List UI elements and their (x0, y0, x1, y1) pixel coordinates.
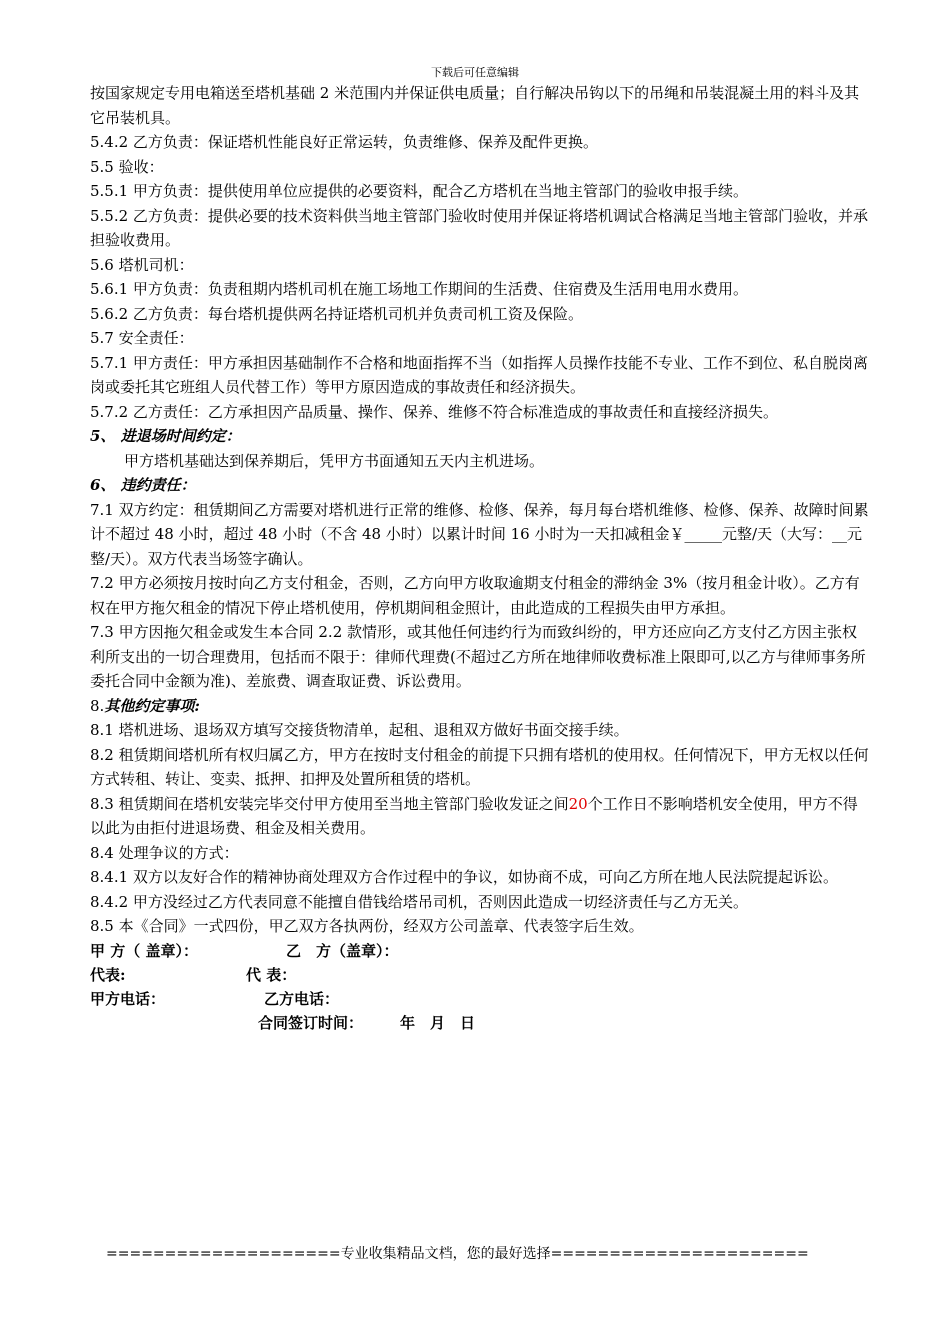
section-heading (90, 694, 870, 719)
section-heading: 8.4 处理争议的方式： (90, 843, 239, 862)
paragraph: 8.4.2 甲方没经过乙方代表同意不能擅自借钱给塔吊司机，否则因此造成一切经济责任与乙方无关。 (90, 892, 748, 911)
signature-row-phones (90, 987, 870, 1011)
signature-row-reps (90, 963, 870, 987)
section-heading: 5.7 安全责任： (90, 329, 194, 347)
contract-body (90, 81, 870, 1035)
paragraph-text: 个工作日不影响塔机安全使用，甲方不得以此为由拒付进退场费、租金及相关费用。 (90, 794, 858, 837)
signature-row-date (90, 1011, 870, 1035)
paragraph: 甲方塔机基础达到保养期后，凭甲方书面通知五天内主机进场。 (124, 451, 545, 470)
paragraph: 7.2 甲方必须按月按时向乙方支付租金，否则，乙方向甲方收取逾期支付租金的滞纳金 3%（按月租金计收）。乙方有权在甲方拖欠租金的情况下停止塔机使用，停机期间租金照计，由此造成的工程损失由甲方承担。 (90, 574, 860, 617)
paragraph: 5.6.1 甲方负责：负责租期内塔机司机在施工场地工作期间的生活费、住宿费及生活用电用水费用。 (90, 280, 748, 298)
paragraph: 8.1 塔机进场、退场双方填写交接货物清单，起租、退租双方做好书面交接手续。 (90, 721, 629, 739)
sign-date-label: 合同签订时间： (258, 1013, 364, 1032)
paragraph: 按国家规定专用电箱送至塔机基础 2 米范围内并保证供电质量；自行解决吊钩以下的吊绳和吊装混凝土用的料斗及其它吊装机具。 (90, 84, 860, 127)
party-a-phone-label: 甲方电话： (90, 989, 166, 1008)
signature-row-parties (90, 939, 870, 963)
party-a-seal-label: 甲 方（ 盖章）： (90, 941, 198, 960)
highlight-number: 20 (568, 794, 588, 813)
sign-date-fields: 年 月 日 (400, 1013, 476, 1032)
paragraph: 7.1 双方约定：租赁期间乙方需要对塔机进行正常的维修、检修、保养，每月每台塔机维修、检修、保养、故障时间累计不超过 48 小时，超过 48 小时（不含 48 小时）以累计时间 16 小时为一天扣减租金￥_____元整/天（大写：__元整/天）。双方代表当场签字确认。 (90, 500, 869, 568)
paragraph: 5.6.2 乙方负责：每台塔机提供两名持证塔机司机并负责司机工资及保险。 (90, 304, 583, 323)
paragraph: 5.5.2 乙方负责：提供必要的技术资料供当地主管部门验收时使用并保证将塔机调试合格满足当地主管部门验收，并承担验收费用。 (90, 206, 868, 249)
heading-number: 8. (90, 696, 105, 715)
party-b-rep-label: 代 表： (246, 965, 297, 984)
section-heading: 5.5 验收： (90, 157, 164, 176)
section-heading: 5、 进退场时间约定： (90, 427, 241, 445)
section-heading: 6、 违约责任： (90, 476, 196, 494)
paragraph-text: 8.3 租赁期间在塔机安装完毕交付甲方使用至当地主管部门验收发证之间 (90, 794, 569, 813)
footer-banner: ====================专业收集精品文档，您的最好选择====================== (106, 1246, 809, 1262)
paragraph: 5.5.1 甲方负责：提供使用单位应提供的必要资料，配合乙方塔机在当地主管部门的验收申报手续。 (90, 182, 748, 200)
header-note: 下载后可任意编辑 (431, 66, 519, 79)
paragraph: 5.7.2 乙方责任：乙方承担因产品质量、操作、保养、维修不符合标准造成的事故责任和直接经济损失。 (90, 402, 778, 421)
section-heading: 5.6 塔机司机： (90, 255, 194, 274)
paragraph: 8.5 本《合同》一式四份，甲乙双方各执两份，经双方公司盖章、代表签字后生效。 (90, 917, 644, 935)
paragraph: 8.2 租赁期间塔机所有权归属乙方，甲方在按时支付租金的前提下只拥有塔机的使用权。任何情况下，甲方无权以任何方式转租、转让、变卖、抵押、扣押及处置所租赁的塔机。 (90, 745, 869, 788)
party-a-rep-label: 代表: (90, 965, 126, 984)
paragraph (90, 792, 870, 841)
paragraph: 7.3 甲方因拖欠租金或发生本合同 2.2 款情形，或其他任何违约行为而致纠纷的，甲方还应向乙方支付乙方因主张权利所支出的一切合理费用，包括而不限于：律师代理费(不超过乙方所在地律师收费标准上限即可,以乙方与律师事务所委托合同中金额为准)、差旅费、调查取证费、诉讼费用。 (90, 623, 866, 690)
party-b-seal-label: 乙 方（盖章）： (286, 941, 399, 960)
paragraph: 5.4.2 乙方负责：保证塔机性能良好正常运转，负责维修、保养及配件更换。 (90, 133, 598, 151)
heading-text: 其他约定事项: (104, 696, 200, 715)
paragraph: 5.7.1 甲方责任：甲方承担因基础制作不合格和地面指挥不当（如指挥人员操作技能不专业、工作不到位、私自脱岗离岗或委托其它班组人员代替工作）等甲方原因造成的事故责任和经济损失。 (90, 353, 868, 396)
party-b-phone-label: 乙方电话： (264, 989, 340, 1008)
paragraph: 8.4.1 双方以友好合作的精神协商处理双方合作过程中的争议，如协商不成，可向乙方所在地人民法院提起诉讼。 (90, 868, 838, 886)
